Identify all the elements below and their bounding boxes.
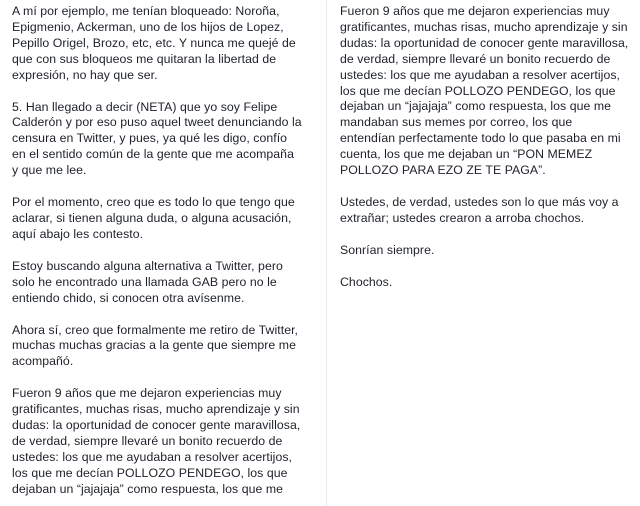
right-text-column	[327, 0, 640, 506]
paragraph: 5. Han llegado a decir (NETA) que yo soy Felipe Calderón y por eso puso aquel tweet denunciando la censura en Twitter, y pues, ya qué les digo, confío en el sentido común de la gente que me acompaña y que me lee.	[12, 99, 302, 178]
paragraph: Ahora sí, creo que formalmente me retiro de Twitter, muchas muchas gracias a la gente que siempre me acompañó.	[12, 322, 299, 369]
paragraph: Sonrían siempre.	[340, 242, 435, 257]
right-column-body	[340, 4, 638, 307]
paragraph: A mí por ejemplo, me tenían bloqueado: Noroña, Epigmenio, Ackerman, uno de los hijos de Lopez, Pepillo Origel, Brozo, etc, etc. Y nunca me quejé de que con sus bloqueos me quitaran la libertad de expresión, no hay que ser.	[12, 4, 296, 82]
paragraph: Fueron 9 años que me dejaron experiencias muy gratificantes, muchas risas, mucho aprendizaje y sin dudas: la oportunidad de conocer gente maravillosa, de verdad, siempre llevaré un bonito recuerdo de ustedes: los que me ayudaban a resolver acertijos, los que me decían POLLOZO PENDEGO, los que dejaban un “jajajaja” como respuesta, los que me	[12, 386, 301, 496]
paragraph: Estoy buscando alguna alternativa a Twitter, pero solo he encontrado una llamada GAB pero no le entiendo chido, si conocen otra avísenme.	[12, 258, 283, 305]
paragraph: Chochos.	[340, 274, 393, 289]
paragraph: Por el momento, creo que es todo lo que tengo que aclarar, si tienen alguna duda, o alguna acusación, aquí abajo les contesto.	[12, 195, 295, 241]
paragraph: Fueron 9 años que me dejaron experiencias muy gratificantes, muchas risas, mucho aprendizaje y sin dudas: la oportunidad de conocer gente maravillosa, de verdad, siempre llevaré un bonito recuerdo de ustedes: los que me ayudaban a resolver acertijos, los que me decían POLLOZO PENDEGO, los que dejaban un “jajajaja” como respuesta, los que me mandaban sus memes por correo, los que entendían perfectamente todo lo que pasaba en mi cuenta, los que me dejaban un “PON MEMEZ POLLOZO PARA EZO ZE TE PAGA”.	[340, 4, 629, 178]
left-column-body	[12, 4, 324, 506]
paragraph: Ustedes, de verdad, ustedes son lo que más voy a extrañar; ustedes crearon a arroba chochos.	[340, 194, 619, 225]
